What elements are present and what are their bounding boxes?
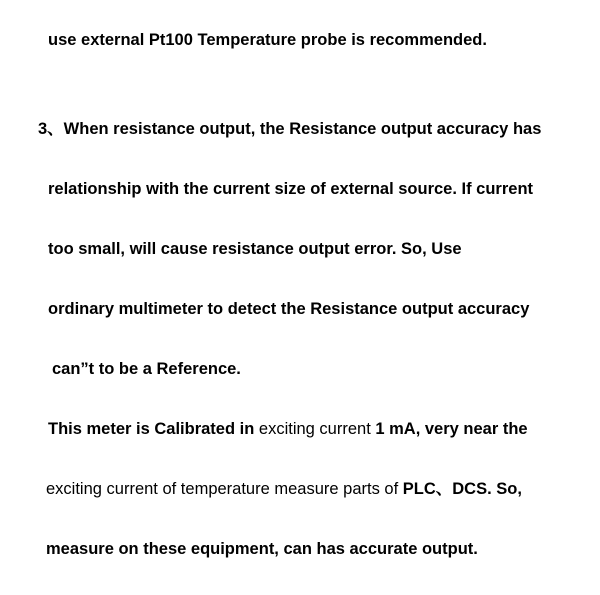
calibration-exciting-current: exciting current [258, 420, 376, 438]
plc-dcs-prefix: exciting current of temperature measure parts of [46, 480, 403, 498]
text-line-multimeter: ordinary multimeter to detect the Resistance output accuracy [48, 300, 530, 318]
text-line-probe-recommendation: use external Pt100 Temperature probe is recommended. [48, 31, 487, 49]
text-line-current-relationship: relationship with the current size of external source. If current [48, 180, 534, 198]
text-line-reference: can”t to be a Reference. [52, 360, 241, 378]
calibration-prefix: This meter is Calibrated in [48, 420, 259, 438]
text-line-calibration [48, 419, 528, 439]
text-line-accurate-output: measure on these equipment, can has accurate output. [46, 540, 478, 558]
text-line-plc-dcs [46, 479, 522, 499]
text-line-item-3-heading: 3、When resistance output, the Resistance output accuracy has [38, 120, 542, 138]
text-line-output-error: too small, will cause resistance output error. So, Use [48, 240, 462, 258]
calibration-value: 1 mA, very near the [375, 420, 528, 438]
plc-dcs-systems: PLC、DCS. So, [402, 480, 522, 498]
